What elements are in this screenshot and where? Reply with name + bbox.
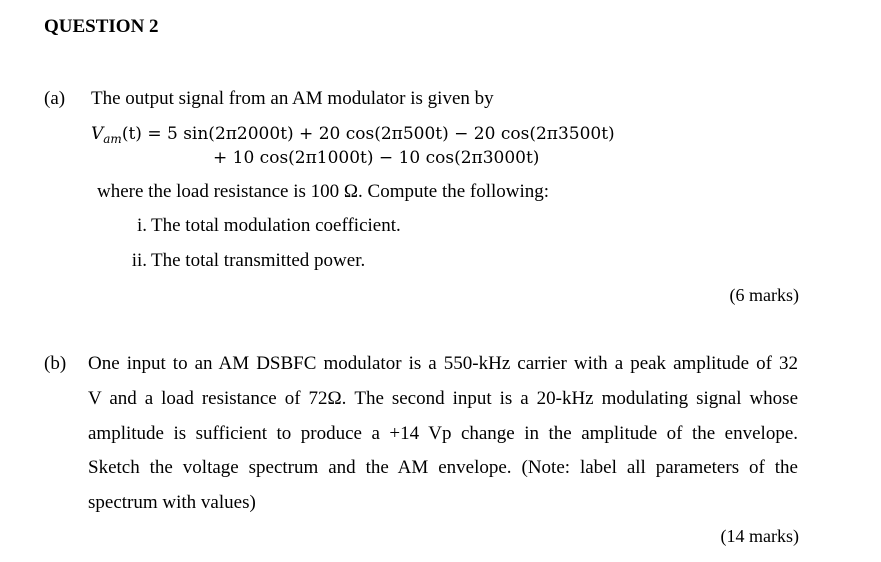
part-a-condition: where the load resistance is 100 Ω. Compute the following: <box>97 181 550 202</box>
equation-line-2: + 10 cos(2π1000t) − 10 cos(2π3000t) <box>213 148 540 168</box>
eq-line-1-body: (t) = 5 sin(2π2000t) + 20 cos(2π500t) − 20 cos(2π3500t) <box>121 124 615 144</box>
item-2-number: ii. <box>131 250 147 271</box>
part-b-line-3: amplitude is sufficient to produce a +14 Vp change in the amplitude of the envelope. <box>88 423 798 444</box>
part-b-line-2: V and a load resistance of 72Ω. The second input is a 20-kHz modulating signal whose <box>88 388 798 409</box>
part-a-marks: (6 marks) <box>729 285 799 305</box>
question-title: QUESTION 2 <box>44 16 159 37</box>
equation-line-1 <box>91 124 615 146</box>
part-b-line-4: Sketch the voltage spectrum and the AM envelope. (Note: label all parameters of the <box>88 457 798 478</box>
part-b-line-5: spectrum with values) <box>88 492 256 513</box>
part-b-line-1: One input to an AM DSBFC modulator is a 550-kHz carrier with a peak amplitude of 32 <box>88 353 798 374</box>
part-b-marks: (14 marks) <box>720 526 799 546</box>
eq-lhs-symbol: V <box>91 124 104 144</box>
item-2-text: The total transmitted power. <box>151 250 366 271</box>
item-1-number: i. <box>136 215 147 236</box>
part-b-label: (b) <box>44 353 67 374</box>
part-a-intro: The output signal from an AM modulator is given by <box>91 88 494 109</box>
eq-lhs-subscript: am <box>103 132 122 146</box>
item-1-text: The total modulation coefficient. <box>151 215 401 236</box>
part-a-label: (a) <box>44 88 66 109</box>
